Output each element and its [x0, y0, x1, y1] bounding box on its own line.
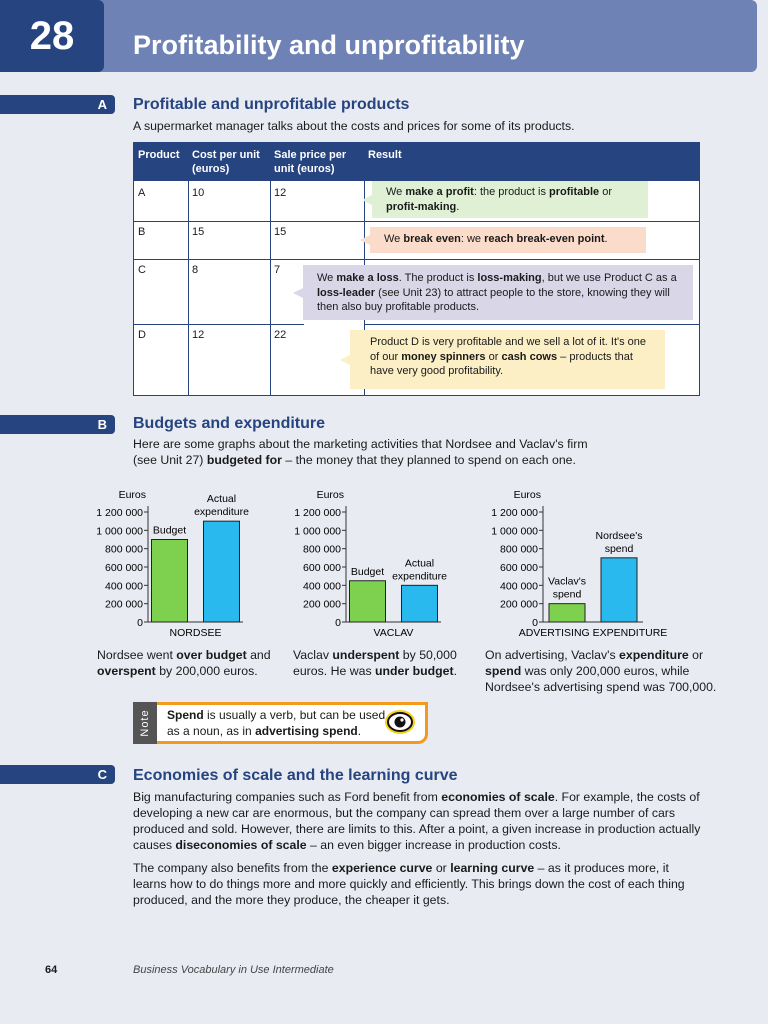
y-tick-label: 600 000: [105, 562, 143, 574]
y-axis-label: Euros: [118, 489, 146, 501]
cell-price: 12: [274, 187, 287, 199]
cell-product: A: [138, 187, 146, 199]
note-tag: Note: [133, 702, 157, 744]
y-tick-label: 400 000: [105, 580, 143, 593]
y-tick-label: 200 000: [303, 598, 341, 611]
y-tick-label: 1 200 000: [96, 507, 143, 519]
speech-bubble-cash-cow: Product D is very profitable and we sell a lot of it. It's one of our money spinners or cash cows – products that have very good profitability.: [350, 330, 665, 389]
row-divider: [364, 259, 700, 260]
y-tick-label: 400 000: [500, 580, 538, 593]
bar: [152, 540, 188, 623]
book-title: Business Vocabulary in Use Intermediate: [133, 964, 334, 976]
x-axis-label: VACLAV: [373, 627, 414, 639]
y-axis-label: Euros: [513, 489, 541, 501]
bar: [549, 604, 585, 622]
y-tick-label: 1 200 000: [294, 507, 341, 519]
caption-nordsee: Nordsee went over budget and overspent by 200,000 euros.: [97, 648, 271, 678]
header-cost: Cost per unit (euros): [188, 143, 270, 181]
eye-icon: [383, 708, 417, 736]
section-a-marker: A: [0, 95, 115, 114]
cell-product: C: [138, 264, 146, 276]
bar-label: spend: [552, 588, 582, 601]
header-product: Product: [134, 143, 188, 181]
y-tick-label: 200 000: [500, 598, 538, 611]
header-result: Result: [364, 143, 700, 181]
cell-cost: 15: [192, 226, 205, 238]
unit-title: Profitability and unprofitability: [133, 30, 525, 60]
bar-label: Actual: [404, 557, 435, 570]
cell-price: 22: [274, 329, 287, 341]
section-b-title: Budgets and expenditure: [133, 415, 326, 432]
speech-bubble-profit: We make a profit: the product is profitable or profit-making.: [372, 181, 648, 218]
cell-price: 7: [274, 264, 281, 276]
bar-label: Budget: [350, 565, 385, 578]
row-divider: [364, 221, 700, 222]
caption-vaclav: Vaclav underspent by 50,000 euros. He was under budget.: [293, 648, 457, 678]
y-tick-label: 400 000: [303, 580, 341, 593]
caption-advertising: On advertising, Vaclav's expenditure or spend was only 200,000 euros, while Nordsee's advertising spend was 700,000.: [485, 648, 717, 694]
section-c-paragraph-2: The company also benefits from the experience curve or learning curve – as it produces more, it learns how to do things more and more quickly and efficiently. This brings down the cost of each thing produced, and the more they produce, the cheaper it gets.: [133, 861, 685, 907]
nordsee-budget-chart: [90, 480, 280, 645]
y-tick-label: 800 000: [500, 543, 538, 556]
y-tick-label: 0: [335, 617, 341, 629]
y-tick-label: 600 000: [303, 562, 341, 574]
bar-label: Nordsee's: [595, 529, 643, 542]
bar-label: Budget: [152, 524, 187, 537]
y-axis-label: Euros: [316, 489, 344, 501]
advertising-expenditure-chart: [485, 480, 715, 645]
cell-cost: 12: [192, 329, 205, 341]
y-tick-label: 0: [137, 617, 143, 629]
cell-price: 15: [274, 226, 287, 238]
row-divider: [134, 259, 364, 260]
cell-cost: 8: [192, 264, 199, 276]
vaclav-budget-chart: [288, 480, 478, 645]
y-tick-label: 800 000: [303, 543, 341, 556]
y-tick-label: 0: [532, 617, 538, 629]
cell-product: D: [138, 329, 146, 341]
row-divider: [134, 221, 364, 222]
y-tick-label: 1 000 000: [96, 525, 143, 538]
bar-label: spend: [604, 542, 634, 555]
y-tick-label: 800 000: [105, 543, 143, 556]
bar: [601, 558, 637, 622]
y-tick-label: 1 000 000: [294, 525, 341, 538]
bar: [402, 585, 438, 622]
section-b-intro: Here are some graphs about the marketing activities that Nordsee and Vaclav's firm (see Unit 27) budgeted for – the money that they planned to spend on each one.: [133, 437, 588, 467]
unit-number: 28: [0, 0, 104, 72]
header-price: Sale price per unit (euros): [270, 143, 364, 181]
bar: [350, 581, 386, 622]
row-divider: [364, 324, 700, 325]
cell-product: B: [138, 226, 146, 238]
bar: [204, 521, 240, 622]
x-axis-label: NORDSEE: [169, 627, 222, 639]
note-text: Spend is usually a verb, but can be used as a noun, as in advertising spend.: [167, 708, 386, 738]
section-c-marker: C: [0, 765, 115, 784]
bar-label: Actual: [206, 493, 237, 506]
cell-cost: 10: [192, 187, 205, 199]
section-b-marker: B: [0, 415, 115, 434]
speech-bubble-break-even: We break even: we reach break-even point.: [370, 227, 646, 253]
bar-label: Vaclav's: [548, 575, 586, 588]
section-c-title: Economies of scale and the learning curve: [133, 767, 458, 784]
y-tick-label: 200 000: [105, 598, 143, 611]
x-axis-label: ADVERTISING EXPENDITURE: [518, 627, 668, 639]
section-a-title: Profitable and unprofitable products: [133, 96, 410, 113]
section-a-intro: A supermarket manager talks about the costs and prices for some of its products.: [133, 119, 575, 133]
y-tick-label: 1 200 000: [491, 507, 538, 519]
section-c-paragraph-1: Big manufacturing companies such as Ford benefit from economies of scale. For example, the costs of developing a new car are enormous, but the company can spread them over a large number of cars produced and sold. However, there are limits to this. After a point, a given increase in production actually causes diseconomies of scale – an even bigger increase in production costs.: [133, 790, 701, 852]
speech-bubble-loss: We make a loss. The product is loss-making, but we use Product C as a loss-leader (see Unit 23) to attract people to the store, knowing they will then also buy profitable products.: [303, 265, 693, 320]
page-number: 64: [45, 964, 58, 976]
y-tick-label: 600 000: [500, 562, 538, 574]
y-tick-label: 1 000 000: [491, 525, 538, 538]
bar-label: expenditure: [392, 570, 447, 583]
bar-label: expenditure: [194, 506, 249, 519]
